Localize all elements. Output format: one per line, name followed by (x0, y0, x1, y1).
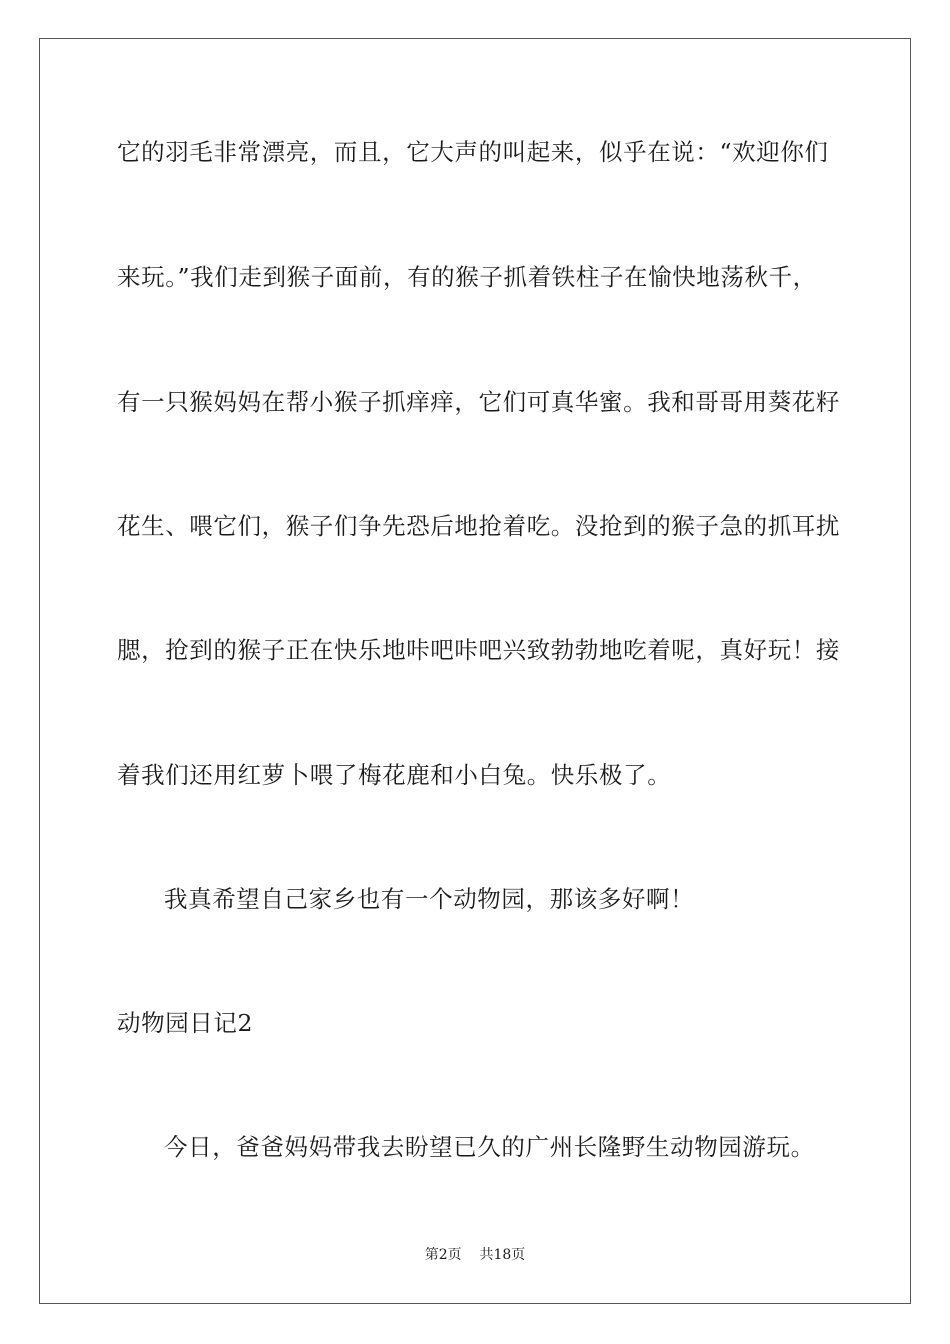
section-heading: 动物园日记2 (117, 1009, 254, 1037)
page-footer (0, 1245, 950, 1265)
paragraph-line: 有一只猴妈妈在帮小猴子抓痒痒，它们可真华蜜。我和哥哥用葵花籽 (117, 388, 840, 416)
page-total: 共18页 (479, 1247, 526, 1263)
page-number: 第2页 (424, 1247, 462, 1263)
paragraph-line: 花生、喂它们，猴子们争先恐后地抢着吃。没抢到的猴子急的抓耳扰 (117, 512, 840, 540)
paragraph-line: 着我们还用红萝卜喂了梅花鹿和小白兔。快乐极了。 (117, 761, 672, 789)
paragraph-line: 我真希望自己家乡也有一个动物园，那该多好啊！ (164, 885, 695, 913)
paragraph-line: 今日，爸爸妈妈带我去盼望已久的广州长隆野生动物园游玩。 (164, 1133, 815, 1161)
paragraph-line: 它的羽毛非常漂亮，而且，它大声的叫起来，似乎在说：“欢迎你们 (117, 138, 829, 166)
paragraph-line: 来玩。”我们走到猴子面前，有的猴子抓着铁柱子在愉快地荡秋千， (117, 263, 817, 291)
page-border (39, 38, 911, 1304)
paragraph-line: 腮，抢到的猴子正在快乐地咔吧咔吧兴致勃勃地吃着呢，真好玩！接 (117, 636, 840, 664)
